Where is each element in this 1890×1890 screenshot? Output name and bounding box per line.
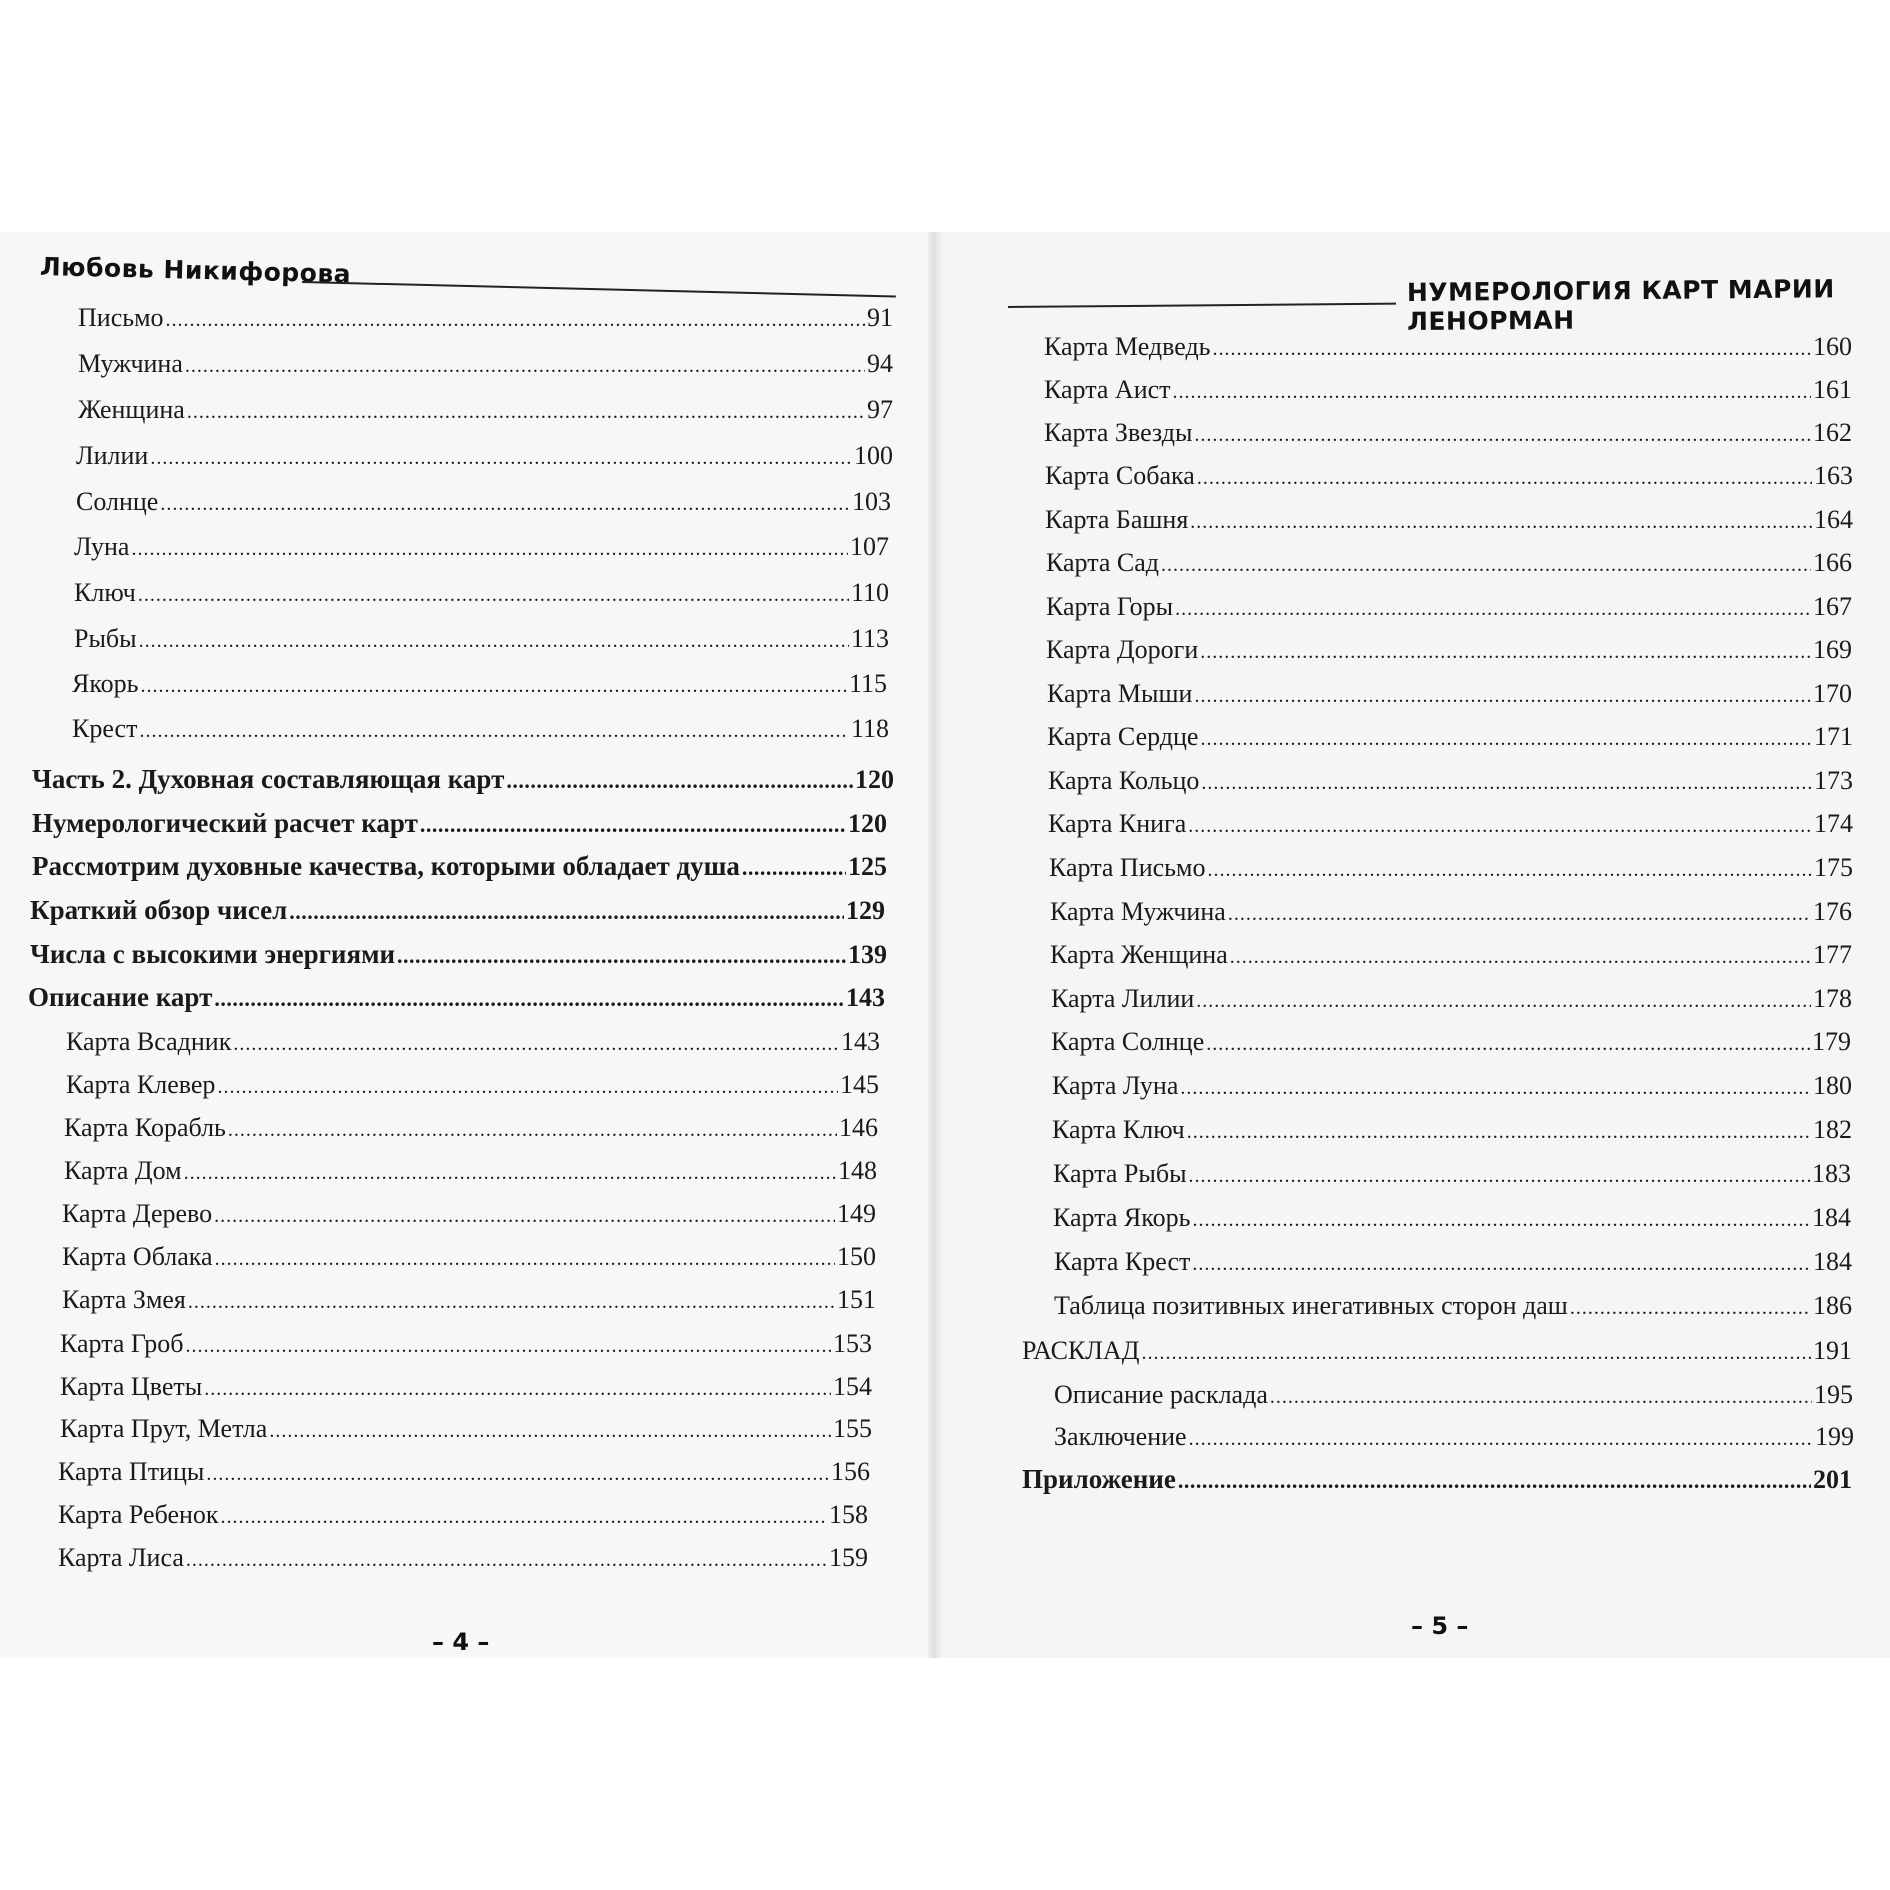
toc-entry-page-number: 103 (852, 487, 891, 516)
toc-dot-leader (1189, 1159, 1810, 1193)
left-toc-entry (72, 667, 887, 703)
toc-dot-leader (1178, 1464, 1811, 1498)
left-toc-entry (76, 439, 893, 475)
toc-entry-title: Карта Облака (62, 1242, 213, 1271)
toc-entry-title: Карта Письмо (1049, 853, 1206, 882)
toc-entry-title: Таблица позитивных инегативных сторон даш (1054, 1291, 1568, 1320)
toc-dot-leader (139, 624, 849, 658)
right-toc-entry (1051, 1025, 1851, 1061)
toc-entry-page-number: 186 (1813, 1291, 1852, 1320)
toc-entry-page-number: 148 (838, 1156, 877, 1185)
toc-dot-leader (233, 1027, 839, 1061)
toc-entry-title: Карта Лилии (1051, 984, 1195, 1013)
right-toc-entry (1022, 1462, 1852, 1498)
toc-entry-page-number: 161 (1813, 375, 1852, 404)
toc-entry-page-number: 180 (1813, 1071, 1852, 1100)
toc-dot-leader (206, 1457, 829, 1491)
toc-entry-title: Якорь (72, 669, 139, 698)
left-toc-entry (60, 1412, 872, 1448)
toc-dot-leader (166, 303, 865, 337)
toc-entry-title: Карта Крест (1054, 1247, 1191, 1276)
left-toc-entry (62, 1240, 876, 1276)
toc-entry-title: Ключ (74, 578, 136, 607)
toc-dot-leader (217, 1070, 838, 1104)
toc-dot-leader (204, 1372, 831, 1406)
toc-entry-page-number: 120 (855, 765, 894, 794)
toc-entry-title: Карта Луна (1052, 1071, 1179, 1100)
toc-entry-page-number: 163 (1814, 461, 1853, 490)
right-running-head: НУМЕРОЛОГИЯ КАРТ МАРИИ ЛЕНОРМАН (1406, 274, 1835, 336)
toc-dot-leader (1188, 809, 1812, 843)
toc-dot-leader (1187, 1115, 1811, 1149)
toc-entry-page-number: 171 (1814, 722, 1853, 751)
toc-entry-title: Часть 2. Духовная составляющая карт (32, 764, 505, 794)
toc-dot-leader (1197, 461, 1812, 495)
right-toc-entry (1044, 416, 1852, 452)
right-toc-entry (1052, 1069, 1852, 1105)
right-toc-entry (1054, 1378, 1853, 1414)
toc-entry-page-number: 110 (850, 578, 889, 607)
toc-dot-leader (506, 764, 853, 798)
toc-dot-leader (1196, 984, 1811, 1018)
toc-entry-page-number: 149 (837, 1199, 876, 1228)
toc-dot-leader (139, 714, 849, 748)
left-toc-entry (74, 530, 889, 566)
toc-dot-leader (221, 1500, 827, 1534)
right-toc-entry (1046, 633, 1852, 669)
toc-entry-title: Женщина (78, 395, 185, 424)
toc-entry-page-number: 158 (829, 1500, 868, 1529)
toc-entry-page-number: 174 (1814, 809, 1853, 838)
left-page-number: – 4 – (432, 1628, 490, 1656)
toc-dot-leader (186, 1543, 827, 1577)
toc-entry-title: Карта Сад (1046, 548, 1160, 577)
toc-entry-page-number: 113 (850, 624, 889, 653)
toc-dot-leader (1200, 722, 1812, 756)
right-toc-entry (1054, 1245, 1852, 1281)
toc-dot-leader (131, 532, 848, 566)
toc-dot-leader (1194, 418, 1811, 452)
toc-entry-title: Карта Лиса (58, 1543, 184, 1572)
toc-dot-leader (397, 939, 846, 973)
toc-entry-title: Карта Аист (1044, 375, 1171, 404)
left-toc-entry (78, 393, 893, 429)
left-toc-entry (74, 576, 889, 612)
right-page-number: – 5 – (1411, 1612, 1469, 1640)
toc-entry-title: Карта Всадник (66, 1027, 232, 1056)
left-toc-entry (58, 1455, 870, 1491)
toc-dot-leader (1189, 1422, 1813, 1456)
toc-entry-title: Карта Цветы (60, 1372, 203, 1401)
toc-entry-page-number: 153 (833, 1329, 872, 1358)
toc-dot-leader (1200, 635, 1811, 669)
right-toc-entry (1048, 764, 1853, 800)
toc-entry-page-number: 150 (837, 1242, 876, 1271)
right-toc-entry (1047, 720, 1853, 756)
toc-entry-title: Карта Змея (62, 1285, 186, 1314)
right-toc-entry (1046, 590, 1852, 626)
toc-entry-page-number: 182 (1813, 1115, 1852, 1144)
left-toc-entry (64, 1154, 877, 1190)
left-toc-entry (78, 347, 893, 383)
left-toc-entry (64, 1111, 878, 1147)
toc-entry-page-number: 159 (829, 1543, 868, 1572)
toc-dot-leader (160, 487, 850, 521)
toc-entry-page-number: 118 (850, 714, 889, 743)
toc-entry-page-number: 184 (1813, 1247, 1852, 1276)
toc-dot-leader (1173, 375, 1811, 409)
toc-entry-title: Карта Клевер (66, 1070, 216, 1099)
toc-entry-page-number: 167 (1813, 592, 1852, 621)
left-toc-entry (72, 712, 889, 748)
toc-entry-page-number: 129 (846, 896, 885, 925)
toc-entry-page-number: 156 (831, 1457, 870, 1486)
left-toc-entry (32, 849, 887, 885)
toc-entry-page-number: 177 (1813, 940, 1852, 969)
toc-dot-leader (186, 1329, 831, 1363)
toc-entry-title: Карта Башня (1045, 505, 1189, 534)
toc-entry-title: Луна (74, 532, 130, 561)
left-toc-entry (78, 301, 893, 337)
toc-entry-title: Рыбы (74, 624, 137, 653)
toc-entry-title: Заключение (1054, 1422, 1187, 1451)
toc-dot-leader (185, 349, 865, 383)
toc-entry-page-number: 143 (841, 1027, 880, 1056)
toc-dot-leader (214, 982, 844, 1016)
toc-dot-leader (1194, 679, 1811, 713)
toc-dot-leader (187, 395, 865, 429)
toc-entry-title: Карта Рыбы (1053, 1159, 1187, 1188)
toc-dot-leader (215, 1242, 835, 1276)
right-toc-entry (1045, 459, 1853, 495)
toc-entry-title: Карта Ребенок (58, 1500, 219, 1529)
left-toc-entry (74, 622, 889, 658)
toc-dot-leader (1228, 897, 1811, 931)
toc-dot-leader (1201, 766, 1812, 800)
toc-entry-page-number: 191 (1813, 1336, 1852, 1365)
left-toc-entry (58, 1541, 868, 1577)
left-toc-entry (66, 1025, 880, 1061)
toc-entry-title: Описание карт (28, 982, 213, 1012)
left-toc-entry (30, 937, 887, 973)
toc-entry-page-number: 155 (833, 1414, 872, 1443)
toc-dot-leader (188, 1285, 835, 1319)
toc-dot-leader (1175, 592, 1811, 626)
toc-entry-title: Карта Прут, Метла (60, 1414, 268, 1443)
toc-entry-title: Нумерологический расчет карт (32, 808, 418, 838)
right-toc-entry (1053, 1157, 1851, 1193)
toc-dot-leader (1213, 332, 1811, 366)
left-toc-entry (60, 1327, 872, 1363)
toc-entry-title: Карта Корабль (64, 1113, 226, 1142)
toc-dot-leader (1141, 1336, 1811, 1370)
toc-entry-title: Карта Мыши (1047, 679, 1193, 708)
toc-entry-title: Карта Дороги (1046, 635, 1199, 664)
right-toc-entry (1052, 1113, 1852, 1149)
toc-entry-title: Лилии (76, 441, 149, 470)
right-toc-entry (1054, 1420, 1854, 1456)
toc-entry-title: Карта Кольцо (1048, 766, 1200, 795)
right-toc-entry (1049, 851, 1853, 887)
right-toc-entry (1046, 546, 1852, 582)
toc-entry-page-number: 139 (848, 940, 887, 969)
toc-entry-title: Карта Птицы (58, 1457, 205, 1486)
toc-dot-leader (138, 578, 849, 612)
toc-dot-leader (289, 895, 844, 929)
toc-dot-leader (1192, 1203, 1810, 1237)
toc-entry-page-number: 145 (840, 1070, 879, 1099)
left-toc-entry (60, 1370, 872, 1406)
toc-entry-title: Приложение (1022, 1464, 1176, 1494)
right-toc-entry (1050, 895, 1852, 931)
toc-entry-title: Карта Книга (1048, 809, 1187, 838)
toc-dot-leader (1161, 548, 1811, 582)
left-toc-entry (30, 893, 885, 929)
right-toc-entry (1053, 1201, 1851, 1237)
toc-entry-title: РАСКЛАД (1022, 1336, 1140, 1365)
left-toc-entry (58, 1498, 868, 1534)
toc-dot-leader (1180, 1071, 1811, 1105)
toc-entry-title: Карта Ключ (1052, 1115, 1185, 1144)
toc-dot-leader (1270, 1380, 1812, 1414)
toc-entry-page-number: 176 (1813, 897, 1852, 926)
left-toc-entry (32, 762, 894, 798)
toc-entry-page-number: 199 (1815, 1422, 1854, 1451)
right-toc-entry (1045, 503, 1853, 539)
left-toc-entry (76, 485, 891, 521)
toc-entry-page-number: 120 (848, 809, 887, 838)
toc-dot-leader (1190, 505, 1812, 539)
toc-entry-page-number: 195 (1814, 1380, 1853, 1409)
toc-entry-title: Описание расклада (1054, 1380, 1268, 1409)
left-toc-entry (66, 1068, 879, 1104)
toc-entry-page-number: 97 (867, 395, 893, 424)
toc-entry-title: Карта Сердце (1047, 722, 1199, 751)
toc-entry-page-number: 170 (1813, 679, 1852, 708)
toc-entry-title: Карта Дом (64, 1156, 182, 1185)
left-toc-entry (62, 1197, 876, 1233)
toc-dot-leader (184, 1156, 836, 1190)
toc-entry-page-number: 178 (1813, 984, 1852, 1013)
right-toc-entry (1047, 677, 1852, 713)
left-toc-entry (32, 806, 887, 842)
toc-entry-page-number: 143 (846, 983, 885, 1012)
toc-entry-page-number: 184 (1812, 1203, 1851, 1232)
toc-entry-page-number: 151 (837, 1285, 876, 1314)
toc-dot-leader (420, 808, 846, 842)
book-gutter (928, 232, 942, 1658)
toc-entry-title: Рассмотрим духовные качества, которыми обладает душа (32, 851, 740, 881)
toc-entry-title: Карта Медведь (1044, 332, 1211, 361)
toc-entry-title: Карта Звезды (1044, 418, 1193, 447)
toc-entry-page-number: 154 (833, 1372, 872, 1401)
toc-entry-title: Письмо (78, 303, 164, 332)
toc-entry-page-number: 146 (839, 1113, 878, 1142)
toc-entry-page-number: 162 (1813, 418, 1852, 447)
toc-entry-title: Карта Горы (1046, 592, 1174, 621)
toc-entry-page-number: 164 (1814, 505, 1853, 534)
toc-entry-title: Карта Дерево (62, 1199, 213, 1228)
toc-dot-leader (1570, 1291, 1811, 1325)
toc-entry-page-number: 183 (1812, 1159, 1851, 1188)
toc-dot-leader (228, 1113, 837, 1147)
toc-dot-leader (214, 1199, 835, 1233)
toc-entry-title: Числа с высокими энергиями (30, 939, 396, 969)
toc-entry-page-number: 107 (850, 532, 889, 561)
toc-entry-page-number: 173 (1814, 766, 1853, 795)
toc-dot-leader (150, 441, 852, 475)
toc-entry-page-number: 175 (1814, 853, 1853, 882)
toc-entry-page-number: 94 (867, 349, 893, 378)
toc-entry-page-number: 169 (1813, 635, 1852, 664)
right-toc-entry (1048, 807, 1853, 843)
toc-entry-title: Краткий обзор чисел (30, 895, 288, 925)
toc-entry-page-number: 125 (848, 852, 887, 881)
toc-entry-title: Карта Собака (1045, 461, 1195, 490)
toc-dot-leader (742, 851, 846, 885)
toc-dot-leader (1192, 1247, 1811, 1281)
toc-entry-page-number: 100 (854, 441, 893, 470)
left-running-head: Любовь Никифорова (39, 252, 352, 289)
toc-entry-title: Крест (72, 714, 138, 743)
toc-dot-leader (269, 1414, 831, 1448)
toc-dot-leader (141, 669, 847, 703)
toc-entry-page-number: 91 (867, 303, 893, 332)
left-toc-entry (28, 980, 885, 1016)
toc-entry-title: Солнце (76, 487, 159, 516)
toc-entry-page-number: 160 (1813, 332, 1852, 361)
toc-dot-leader (1230, 940, 1811, 974)
toc-entry-title: Карта Гроб (60, 1329, 184, 1358)
right-toc-entry (1054, 1289, 1852, 1325)
toc-entry-title: Карта Солнце (1051, 1027, 1205, 1056)
toc-entry-page-number: 115 (848, 669, 887, 698)
toc-entry-page-number: 179 (1812, 1027, 1851, 1056)
toc-entry-title: Мужчина (78, 349, 183, 378)
toc-entry-title: Карта Якорь (1053, 1203, 1191, 1232)
right-toc-entry (1022, 1334, 1852, 1370)
toc-entry-title: Карта Мужчина (1050, 897, 1226, 926)
right-toc-entry (1044, 373, 1852, 409)
toc-entry-title: Карта Женщина (1050, 940, 1228, 969)
right-toc-entry (1044, 330, 1852, 366)
toc-entry-page-number: 166 (1813, 548, 1852, 577)
toc-dot-leader (1207, 853, 1812, 887)
right-toc-entry (1051, 982, 1852, 1018)
toc-entry-page-number: 201 (1813, 1465, 1852, 1494)
right-toc-entry (1050, 938, 1852, 974)
left-toc-entry (62, 1283, 876, 1319)
toc-dot-leader (1206, 1027, 1810, 1061)
